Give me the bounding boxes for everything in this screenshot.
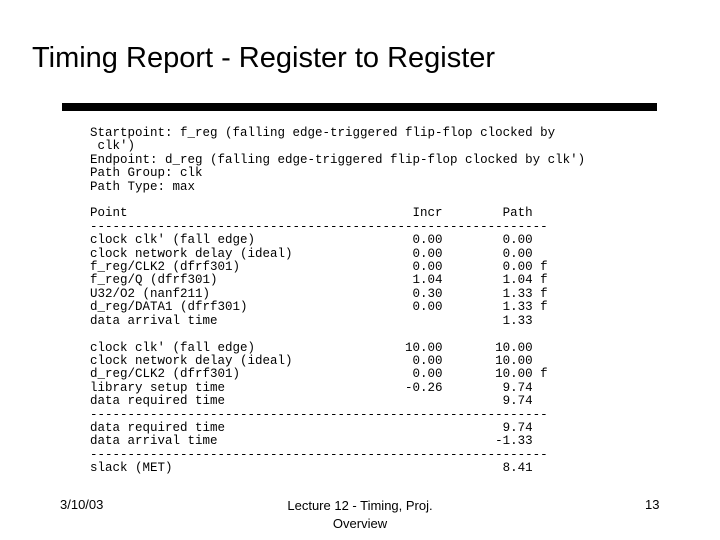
report-line: clock network delay (ideal) 0.00 0.00 xyxy=(90,246,533,261)
report-line: data required time 9.74 xyxy=(90,420,533,435)
report-line: clock clk' (fall edge) 0.00 0.00 xyxy=(90,233,533,248)
report-line: data required time 9.74 xyxy=(90,394,533,409)
report-line: d_reg/CLK2 (dfrf301) 0.00 10.00 f xyxy=(90,367,548,382)
report-line: d_reg/DATA1 (dfrf301) 0.00 1.33 f xyxy=(90,300,548,315)
footer-date: 3/10/03 xyxy=(60,497,104,512)
title-underline-rule xyxy=(62,103,657,111)
footer-page-number: 13 xyxy=(645,497,660,512)
report-line: ------------------------------------------------------------- xyxy=(90,219,548,234)
report-line: data arrival time -1.33 xyxy=(90,434,533,449)
report-line: ------------------------------------------------------------- xyxy=(90,447,548,462)
report-line: U32/O2 (nanf211) 0.30 1.33 f xyxy=(90,286,548,301)
report-line: Startpoint: f_reg (falling edge-triggered flip-flop clocked by xyxy=(90,126,556,140)
report-line: clock clk' (fall edge) 10.00 10.00 xyxy=(90,340,533,355)
footer-lecture-title xyxy=(270,497,450,533)
report-line: slack (MET) 8.41 xyxy=(90,461,533,476)
report-line: Path Group: clk xyxy=(90,166,203,181)
footer-lecture-title-line2: Overview xyxy=(332,516,388,531)
slide-title: Timing Report - Register to Register xyxy=(32,42,496,74)
report-line: library setup time -0.26 9.74 xyxy=(90,380,533,395)
timing-report-text xyxy=(90,127,585,476)
report-line: f_reg/Q (dfrf301) 1.04 1.04 f xyxy=(90,273,548,288)
report-line: Path Type: max xyxy=(90,179,196,194)
report-line: Endpoint: d_reg (falling edge-triggered flip-flop clocked by clk') xyxy=(90,152,586,167)
report-line: clock network delay (ideal) 0.00 10.00 xyxy=(90,353,533,368)
report-line: data arrival time 1.33 xyxy=(90,313,533,328)
report-line: clk') xyxy=(90,139,136,154)
report-line: ------------------------------------------------------------- xyxy=(90,407,548,422)
report-line: f_reg/CLK2 (dfrf301) 0.00 0.00 f xyxy=(90,260,548,275)
footer-lecture-title-line1: Lecture 12 - Timing, Proj. xyxy=(287,498,433,513)
report-line: Point Incr Path xyxy=(90,206,533,221)
